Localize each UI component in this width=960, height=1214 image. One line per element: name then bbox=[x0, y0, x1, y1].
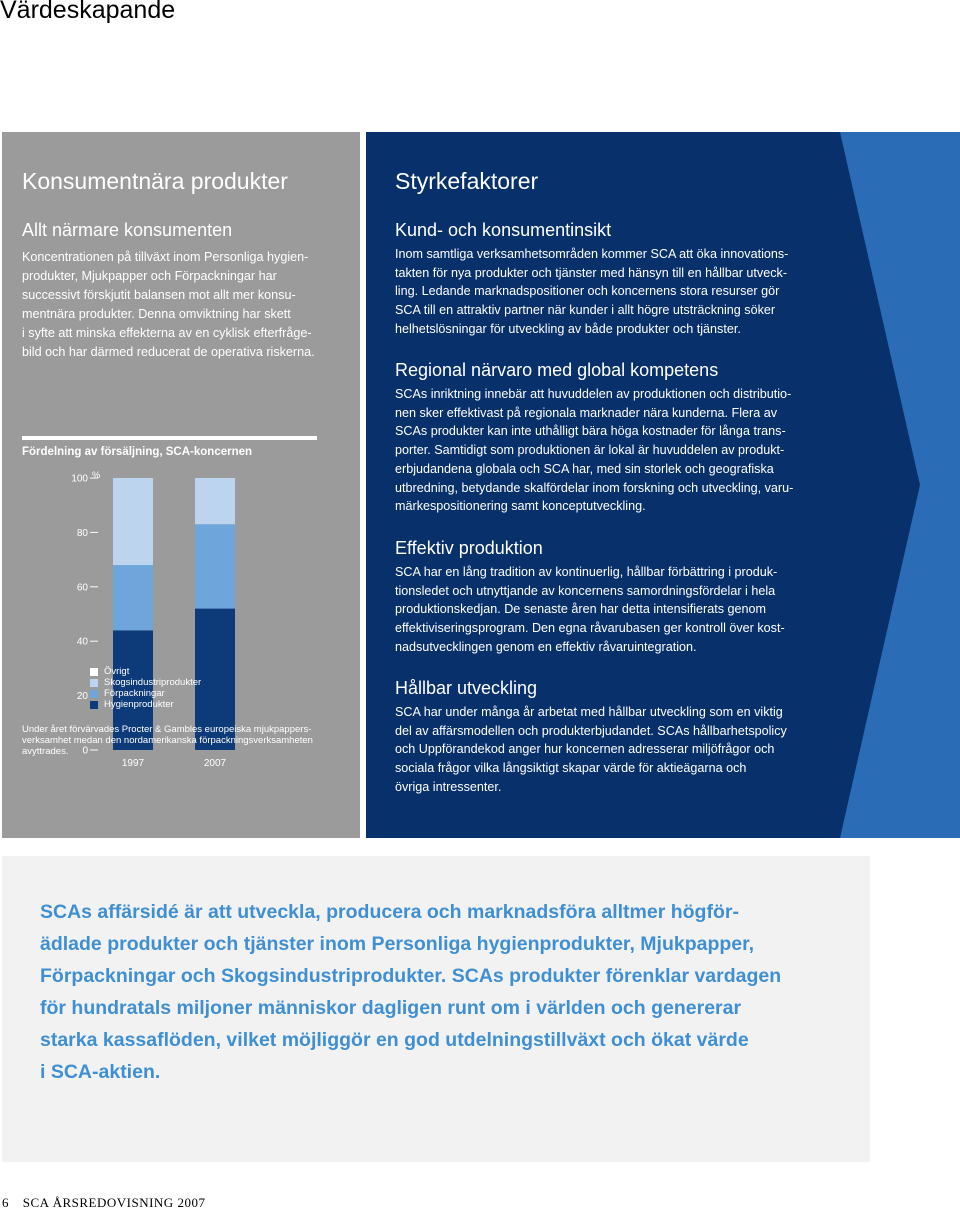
footnote-line: verksamhet medan den nordamerikanska förpackningsverksamheten bbox=[22, 735, 313, 746]
section-body bbox=[395, 245, 915, 339]
section-heading: Hållbar utveckling bbox=[395, 678, 538, 698]
section-body bbox=[395, 385, 915, 516]
section-efficient-production bbox=[395, 538, 915, 657]
section-heading: Kund- och konsumentinsikt bbox=[395, 220, 612, 240]
section-customer-insight bbox=[395, 220, 915, 339]
chart-title: Fördelning av försäljning, SCA-koncernen bbox=[22, 446, 253, 458]
legend-item bbox=[90, 699, 201, 710]
bar-segment-skogsindustriprodukter bbox=[113, 478, 153, 565]
chart-legend bbox=[90, 666, 201, 710]
legend-swatch bbox=[90, 679, 98, 687]
bar-segment-förpackningar bbox=[113, 565, 153, 630]
legend-swatch bbox=[90, 701, 98, 709]
left-panel-subheading: Allt närmare konsumenten bbox=[22, 220, 233, 240]
legend-item bbox=[90, 666, 201, 677]
body-line: övriga intressenter. bbox=[395, 779, 502, 794]
body-line: successivt förskjutit balansen mot allt mer konsu- bbox=[22, 288, 296, 302]
quote-line: starka kassaflöden, vilket möjliggör en god utdelningstillväxt och ökat värde bbox=[40, 1029, 749, 1051]
section-divider bbox=[22, 436, 317, 440]
body-line: ling. Ledande marknadspositioner och koncernens stora resurser gör bbox=[395, 284, 780, 299]
body-line: bild och har därmed reducerat de operativa riskerna. bbox=[22, 345, 315, 359]
y-tick-label: 60 bbox=[76, 582, 88, 594]
body-line: SCAs inriktning innebär att huvuddelen av produktionen och distributio- bbox=[395, 387, 792, 401]
section-heading: Regional närvaro med global kompetens bbox=[395, 360, 719, 380]
section-body bbox=[395, 563, 915, 657]
body-line: erbjudandena globala och SCA har, med sin storlek och geografiska bbox=[395, 461, 774, 476]
legend-label: Skogsindustriprodukter bbox=[104, 677, 202, 688]
section-sustainable-development bbox=[395, 678, 915, 797]
body-line: SCA har en lång tradition av kontinuerlig, hållbar förbättring i produk- bbox=[395, 565, 778, 579]
y-tick-label: 20 bbox=[76, 691, 88, 703]
legend-label: Övrigt bbox=[104, 666, 130, 677]
legend-item bbox=[90, 688, 201, 699]
body-line: sociala frågor vilka långsiktigt skapar värde för aktieägarna och bbox=[395, 761, 747, 776]
body-line: takten för nya produkter och tjänster med hänsyn till en hållbar utveck- bbox=[395, 265, 788, 280]
body-line: Koncentrationen på tillväxt inom Personliga hygien- bbox=[22, 250, 309, 264]
body-line: utbredning, betydande skalfördelar inom forskning och utveckling, varu- bbox=[395, 480, 794, 495]
chart-x-labels bbox=[122, 758, 227, 769]
body-line: och Uppförandekod anger hur koncernen adresserar miljöfrågor och bbox=[395, 742, 775, 757]
body-line: produkter, Mjukpapper och Förpackningar har bbox=[22, 269, 277, 283]
body-line: mentnära produkter. Denna omviktning har skett bbox=[22, 307, 291, 321]
body-line: del av affärsmodellen och produkterbjudandet. SCAs hållbarhetspolicy bbox=[395, 723, 787, 738]
right-panel bbox=[366, 132, 960, 838]
section-body bbox=[395, 703, 915, 797]
publication-name: SCA ÅRSREDOVISNING 2007 bbox=[22, 1195, 206, 1210]
legend-swatch bbox=[90, 668, 98, 676]
body-line: märkespositionering samt konceptutveckling. bbox=[395, 499, 646, 514]
chart-footnote bbox=[22, 724, 342, 757]
quote-line: Förpackningar och Skogsindustriprodukter. SCAs produkter förenklar vardagen bbox=[40, 965, 782, 987]
page-number: 6 bbox=[2, 1195, 9, 1210]
section-heading: Effektiv produktion bbox=[395, 538, 543, 558]
right-panel-heading: Styrkefaktorer bbox=[395, 168, 539, 194]
body-line: produktionskedjan. De senaste åren har detta intensifierats genom bbox=[395, 602, 767, 617]
body-line: SCAs produkter kan inte uthålligt bära höga kostnader för långa trans- bbox=[395, 424, 786, 439]
left-panel bbox=[2, 132, 360, 838]
y-tick-label: 0 bbox=[82, 745, 88, 757]
legend-swatch bbox=[90, 690, 98, 698]
x-tick-label: 2007 bbox=[203, 758, 227, 769]
chart-y-axis bbox=[71, 470, 101, 757]
footnote-line: avyttrades. bbox=[22, 746, 69, 757]
y-tick-label: 80 bbox=[76, 527, 88, 539]
body-line: SCA har under många år arbetat med hållbar utveckling som en viktig bbox=[395, 705, 783, 719]
legend-label: Förpackningar bbox=[104, 688, 165, 699]
left-panel-body bbox=[22, 248, 352, 362]
body-line: i syfte att minska effekterna av en cyklisk efterfråge- bbox=[22, 326, 312, 340]
business-idea-box bbox=[2, 856, 870, 1162]
body-line: effektiviseringsprogram. Den egna råvarubasen ger kontroll över kost- bbox=[395, 621, 785, 636]
quote-line: för hundratals miljoner människor dagligen runt om i världen och genererar bbox=[40, 997, 742, 1019]
quote-line: i SCA-aktien. bbox=[40, 1061, 161, 1083]
y-axis-unit-label: % bbox=[92, 470, 101, 481]
legend-label: Hygienprodukter bbox=[104, 699, 174, 710]
x-tick-label: 1997 bbox=[121, 758, 145, 769]
section-regional-presence bbox=[395, 360, 915, 516]
body-line: SCA till en attraktiv partner när kunder i allt högre utsträckning söker bbox=[395, 303, 776, 318]
quote-line: ädlade produkter och tjänster inom Personliga hygienprodukter, Mjukpapper, bbox=[40, 933, 755, 955]
y-tick-label: 40 bbox=[76, 636, 88, 648]
left-panel-heading: Konsumentnära produkter bbox=[22, 168, 288, 194]
footnote-line: Under året förvärvades Procter & Gambles europeiska mjukpappers- bbox=[22, 724, 312, 735]
business-idea-text bbox=[40, 896, 860, 1088]
page-title: Värdeskapande bbox=[0, 0, 176, 24]
body-line: porter. Samtidigt som produktionen är lokal är huvuddelen av produkt- bbox=[395, 443, 785, 458]
legend-item bbox=[90, 677, 201, 688]
bar-segment-skogsindustriprodukter bbox=[195, 478, 235, 524]
body-line: tionsledet och utnyttjande av koncernens samordningsfördelar i hela bbox=[395, 583, 776, 598]
y-tick-label: 100 bbox=[71, 473, 88, 485]
page-footer bbox=[2, 1195, 205, 1211]
bar-segment-förpackningar bbox=[195, 524, 235, 608]
body-line: nadsutvecklingen genom en effektiv råvaruintegration. bbox=[395, 639, 697, 654]
body-line: nen sker effektivast på regionala marknader nära kunderna. Flera av bbox=[395, 405, 777, 420]
body-line: helhetslösningar för utveckling av både produkter och tjänster. bbox=[395, 321, 741, 336]
body-line: Inom samtliga verksamhetsområden kommer SCA att öka innovations- bbox=[395, 247, 789, 261]
quote-line: SCAs affärsidé är att utveckla, producera och marknadsföra alltmer högför- bbox=[40, 901, 739, 923]
